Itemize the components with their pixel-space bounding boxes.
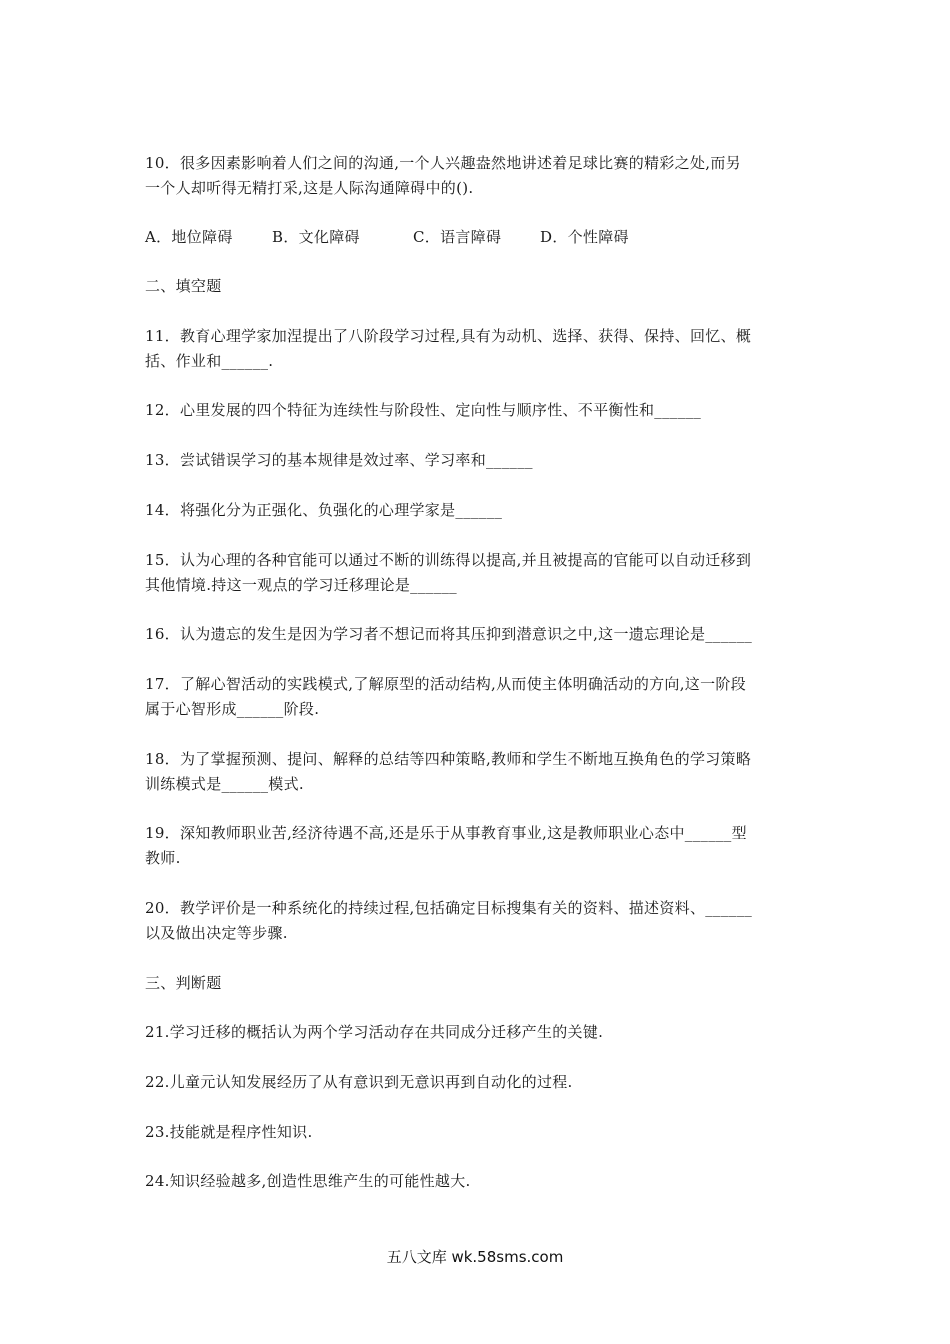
section-title-judgment: 三、判断题	[145, 974, 222, 992]
question-20-line-1: 20．教学评价是一种系统化的持续过程,包括确定目标搜集有关的资料、描述资料、______	[145, 899, 753, 917]
question-18-line-1: 18．为了掌握预测、提问、解释的总结等四种策略,教师和学生不断地互换角色的学习策略	[145, 750, 752, 768]
question-10-option-a: A．地位障碍	[145, 228, 233, 246]
question-16: 16．认为遗忘的发生是因为学习者不想记而将其压抑到潜意识之中,这一遗忘理论是______	[145, 625, 753, 643]
question-18-line-2: 训练模式是______模式.	[145, 775, 304, 793]
question-12: 12．心里发展的四个特征为连续性与阶段性、定向性与顺序性、不平衡性和______	[145, 401, 702, 419]
question-15-line-1: 15．认为心理的各种官能可以通过不断的训练得以提高,并且被提高的官能可以自动迁移到	[145, 551, 752, 569]
question-10-option-d: D．个性障碍	[540, 228, 629, 246]
question-10-line-1: 10．很多因素影响着人们之间的沟通,一个人兴趣盎然地讲述着足球比赛的精彩之处,而另	[145, 154, 741, 172]
question-19-line-1: 19．深知教师职业苦,经济待遇不高,还是乐于从事教育事业,这是教师职业心态中______型	[145, 824, 747, 842]
question-10-option-b: B．文化障碍	[272, 228, 360, 246]
question-10-line-2: 一个人却听得无精打采,这是人际沟通障碍中的().	[145, 179, 474, 197]
question-20-line-2: 以及做出决定等步骤.	[145, 924, 288, 942]
question-17-line-1: 17．了解心智活动的实践模式,了解原型的活动结构,从而使主体明确活动的方向,这一阶段	[145, 675, 746, 693]
question-11-line-1: 11．教育心理学家加涅提出了八阶段学习过程,具有为动机、选择、获得、保持、回忆、概	[145, 327, 752, 345]
question-10-option-c: C．语言障碍	[413, 228, 502, 246]
question-11-line-2: 括、作业和______.	[145, 352, 274, 370]
question-19-line-2: 教师.	[145, 849, 181, 867]
page-footer-watermark: 五八文库 wk.58sms.com	[386, 1248, 564, 1266]
question-13: 13．尝试错误学习的基本规律是效过率、学习率和______	[145, 451, 533, 469]
question-14: 14．将强化分为正强化、负强化的心理学家是______	[145, 501, 503, 519]
question-22: 22.儿童元认知发展经历了从有意识到无意识再到自动化的过程.	[145, 1073, 573, 1091]
question-15-line-2: 其他情境.持这一观点的学习迁移理论是______	[145, 576, 457, 594]
question-17-line-2: 属于心智形成______阶段.	[145, 700, 320, 718]
section-title-fill-blank: 二、填空题	[145, 277, 222, 295]
question-23: 23.技能就是程序性知识.	[145, 1123, 313, 1141]
question-24: 24.知识经验越多,创造性思维产生的可能性越大.	[145, 1172, 471, 1190]
question-21: 21.学习迁移的概括认为两个学习活动存在共同成分迁移产生的关键.	[145, 1023, 604, 1041]
